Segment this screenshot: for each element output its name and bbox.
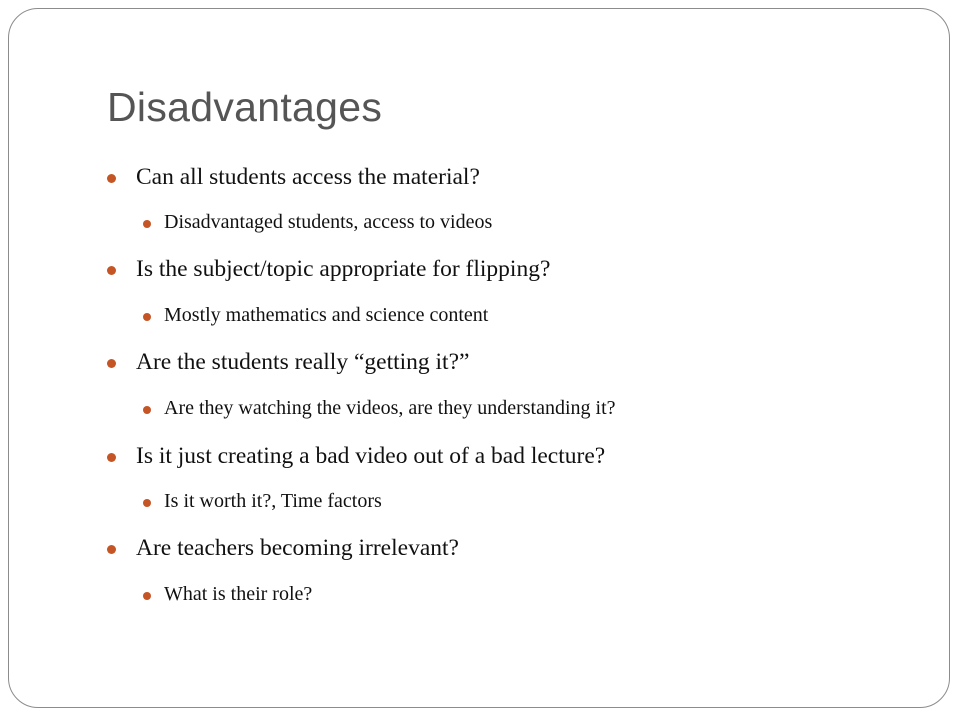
- bullet-text: Can all students access the material?: [136, 164, 480, 190]
- bullet-dot-icon: [107, 359, 116, 368]
- bullet-item: [107, 349, 469, 376]
- bullet-dot-icon: [107, 174, 116, 183]
- bullet-text: Is it just creating a bad video out of a bad lecture?: [136, 443, 606, 469]
- bullet-item: [107, 535, 459, 562]
- sub-bullet-text: Are they watching the videos, are they understanding it?: [164, 397, 616, 419]
- bullet-text: Are the students really “getting it?”: [136, 349, 470, 375]
- bullet-dot-icon: [107, 453, 116, 462]
- sub-bullet-dot-icon: [143, 220, 151, 228]
- bullet-dot-icon: [107, 545, 116, 554]
- bullet-item: [107, 443, 605, 470]
- sub-bullet-dot-icon: [143, 406, 151, 414]
- bullet-item: [107, 164, 480, 191]
- sub-bullet-text: Mostly mathematics and science content: [164, 304, 489, 326]
- sub-bullet-dot-icon: [143, 313, 151, 321]
- sub-bullet-item: [143, 304, 488, 327]
- sub-bullet-text: Disadvantaged students, access to videos: [164, 211, 493, 233]
- slide-title: Disadvantages: [107, 84, 383, 130]
- sub-bullet-item: [143, 583, 312, 606]
- sub-bullet-dot-icon: [143, 592, 151, 600]
- sub-bullet-dot-icon: [143, 499, 151, 507]
- bullet-dot-icon: [107, 266, 116, 275]
- bullet-text: Is the subject/topic appropriate for flipping?: [136, 256, 551, 282]
- sub-bullet-text: Is it worth it?, Time factors: [164, 490, 382, 512]
- bullet-item: [107, 256, 550, 283]
- sub-bullet-item: [143, 397, 616, 420]
- sub-bullet-item: [143, 211, 492, 234]
- sub-bullet-item: [143, 490, 382, 513]
- bullet-text: Are teachers becoming irrelevant?: [136, 535, 459, 561]
- sub-bullet-text: What is their role?: [164, 583, 313, 605]
